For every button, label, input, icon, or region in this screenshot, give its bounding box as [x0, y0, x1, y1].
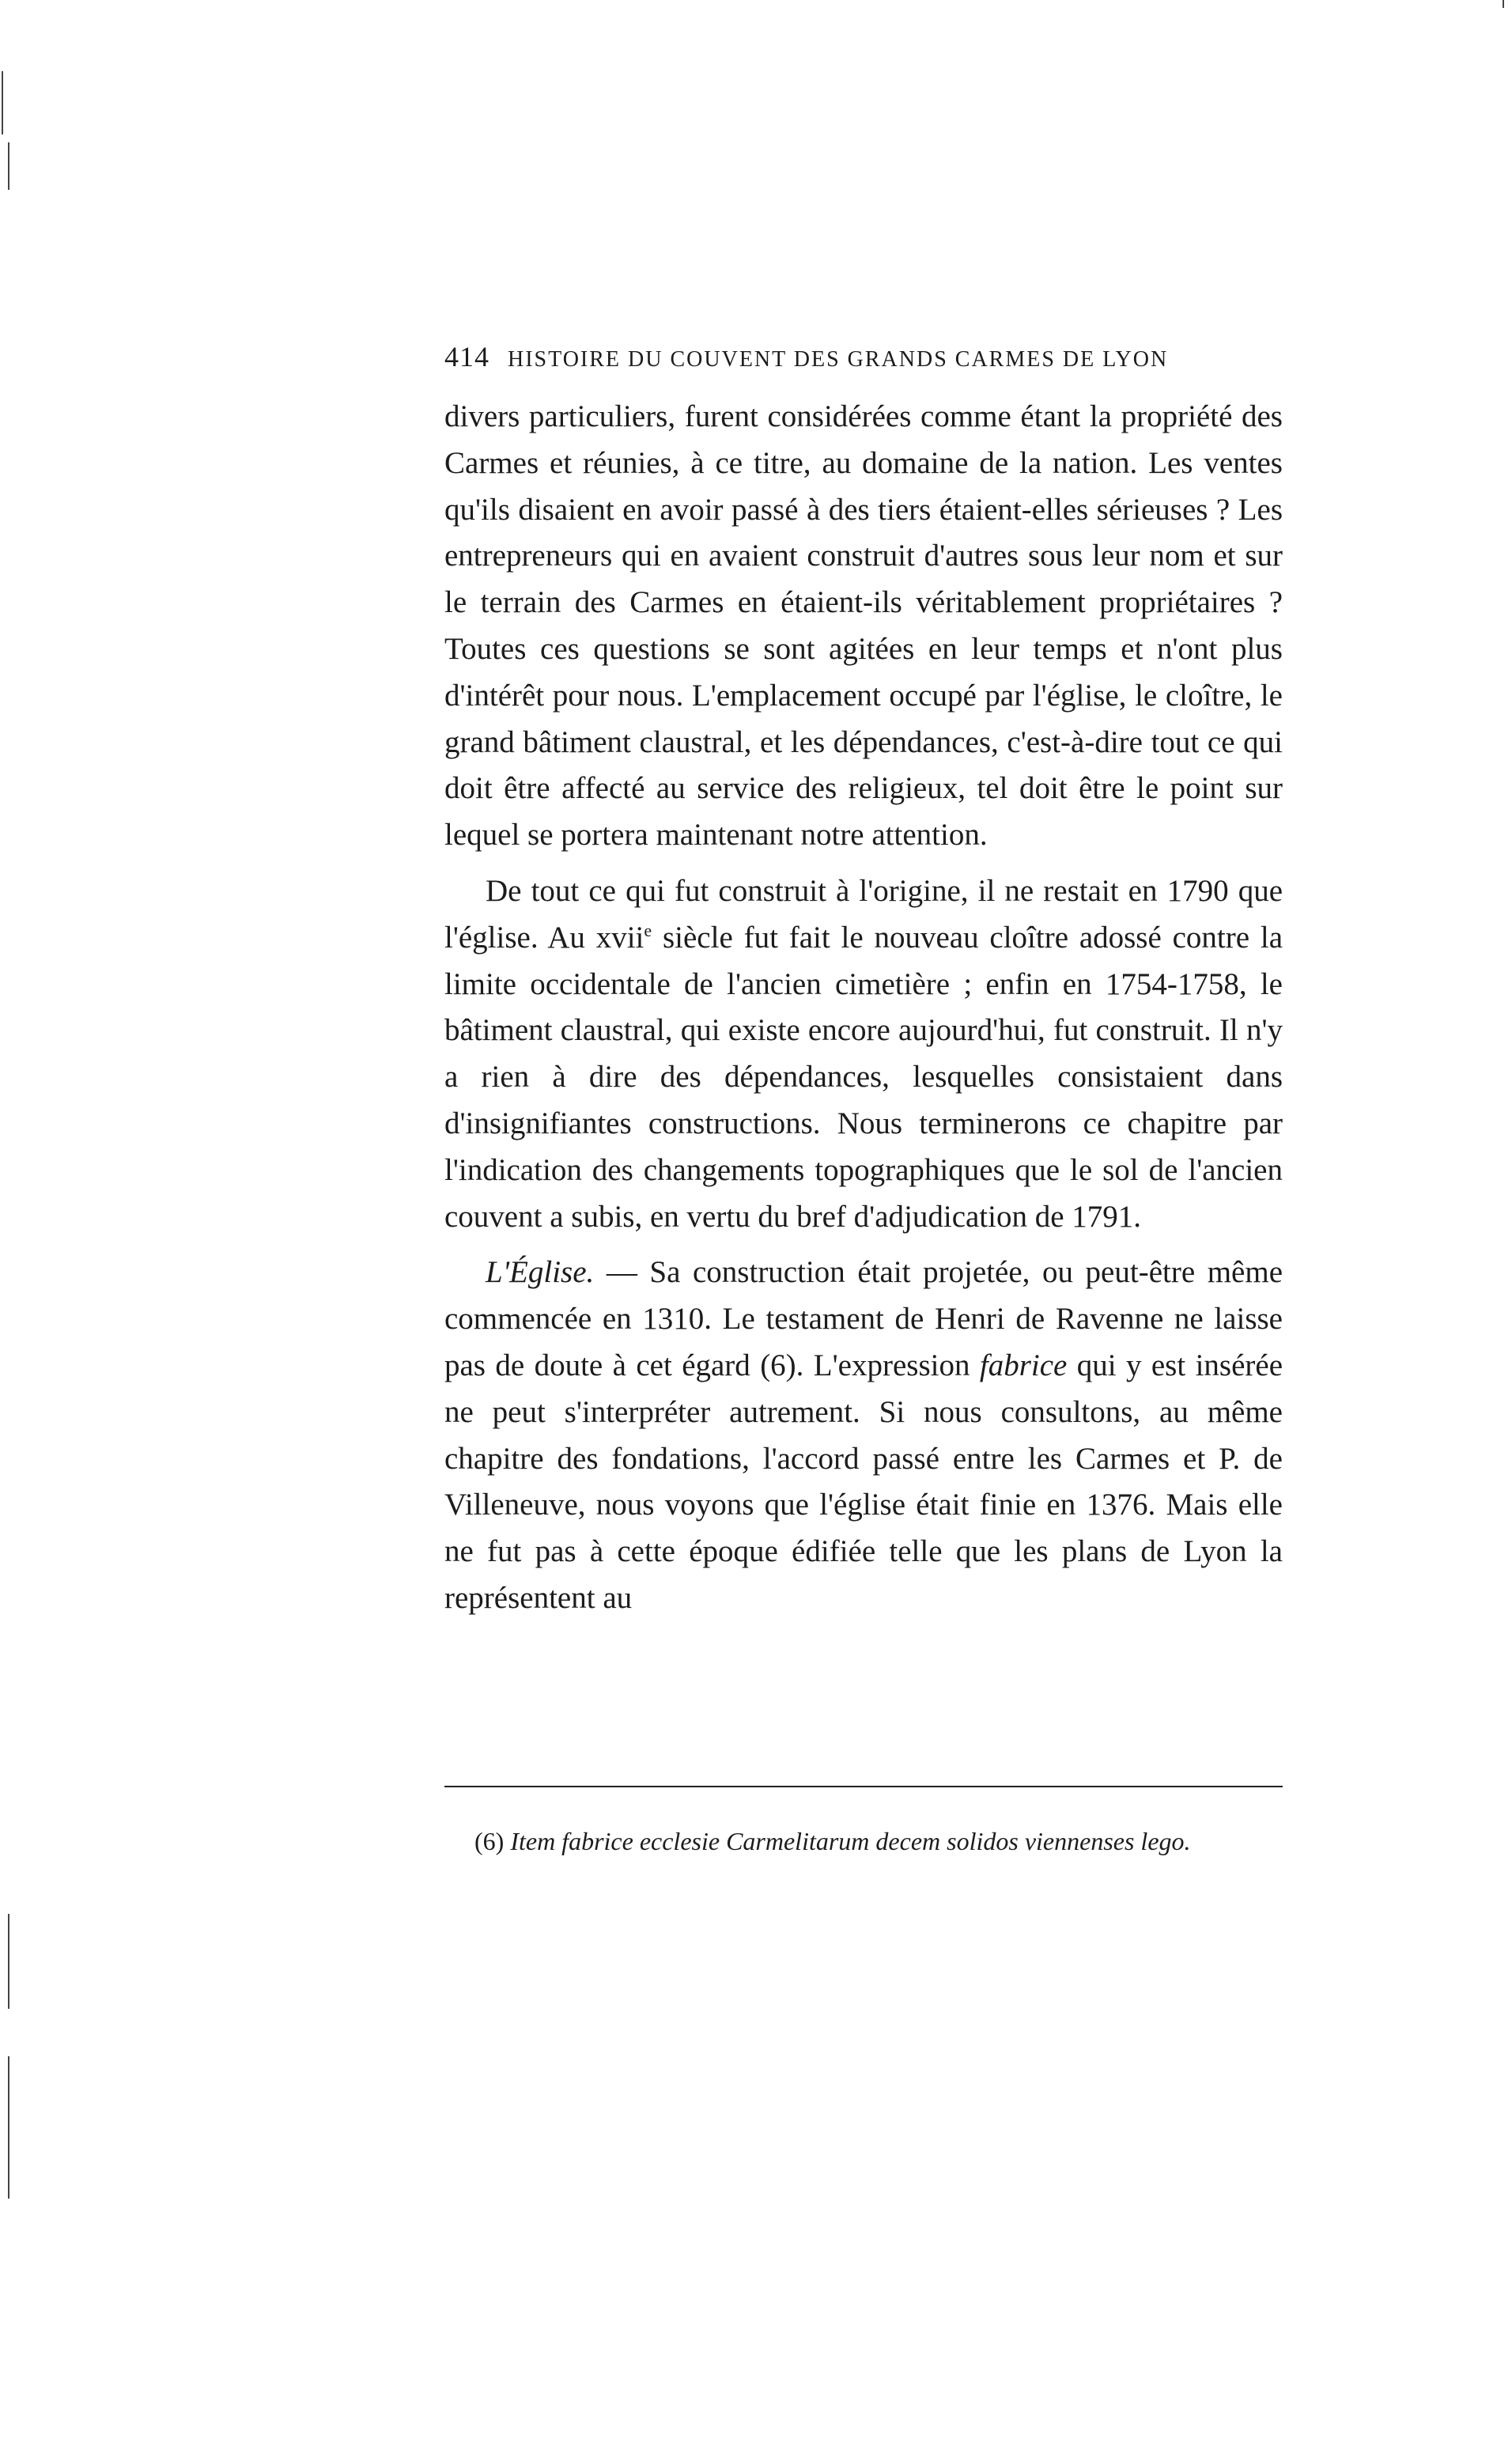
- running-title: HISTOIRE DU COUVENT DES GRANDS CARMES DE LYON: [508, 347, 1169, 372]
- scan-edge-mark: [8, 142, 9, 190]
- paragraph-1: divers particuliers, furent considérées comme étant la propriété des Carmes et réunies, à ce titre, au domaine de la nation. Les ventes qu'ils disaient en avoir passé à des tiers étaient-elles sérieuses ? Les entrepreneurs qui en avaient construit d'autres sous leur nom et sur le terrain des Carmes en étaient-ils véritablement propriétaires ? Toutes ces questions se sont agitées en leur temps et n'ont plus d'intérêt pour nous. L'emplacement occupé par l'église, le cloître, le grand bâtiment claustral, et les dépendances, c'est-à-dire tout ce qui doit être affecté au service des religieux, tel doit être le point sur lequel se portera maintenant notre attention.: [444, 399, 1283, 853]
- footnote-marker: (6): [474, 1827, 505, 1855]
- italic-term: fabrice: [979, 1348, 1068, 1382]
- section-heading: L'Église.: [486, 1255, 595, 1290]
- page-number: 414: [444, 341, 490, 372]
- scan-edge-mark: [1503, 0, 1504, 8]
- paragraph-2: De tout ce qui fut construit à l'origine, il ne restait en 1790 que l'église. Au xvii$^e$ siècle fut fait le nouveau cloître adossé contre la limite occidentale de l'ancien cimetière ; enfin en 1754-1758, le bâtiment claustral, qui existe encore aujourd'hui, fut construit. Il n'y a rien à dire des dépendances, lesquelles consistaient dans d'insignifiantes constructions. Nous terminerons ce chapitre par l'indication des changements topographiques que le sol de l'ancien couvent a subis, en vertu du bref d'adjudication de 1791.: [444, 873, 1283, 1234]
- scan-edge-mark: [8, 2056, 9, 2199]
- footnote-rule: [444, 1786, 1283, 1787]
- footnote-text: Item fabrice ecclesie Carmelitarum decem solidos viennenses lego.: [510, 1827, 1191, 1855]
- scan-edge-mark: [2, 71, 3, 134]
- footnote: [474, 1824, 1281, 1859]
- paragraph-3: L'Église. — Sa construction était projetée, ou peut-être même commencée en 1310. Le testament de Henri de Ravenne ne laisse pas de doute à cet égard (6). L'expression fabrice qui y est insérée ne peut s'interpréter autrement. Si nous consultons, au même chapitre des fondations, l'accord passé entre les Carmes et P. de Villeneuve, nous voyons que l'église était finie en 1376. Mais elle ne fut pas à cette époque édifiée telle que les plans de Lyon la représentent au: [444, 1255, 1283, 1615]
- running-header: [444, 340, 1283, 373]
- body-text: [444, 394, 1283, 1622]
- superscript: e: [644, 920, 652, 940]
- scan-edge-mark: [8, 1914, 9, 2009]
